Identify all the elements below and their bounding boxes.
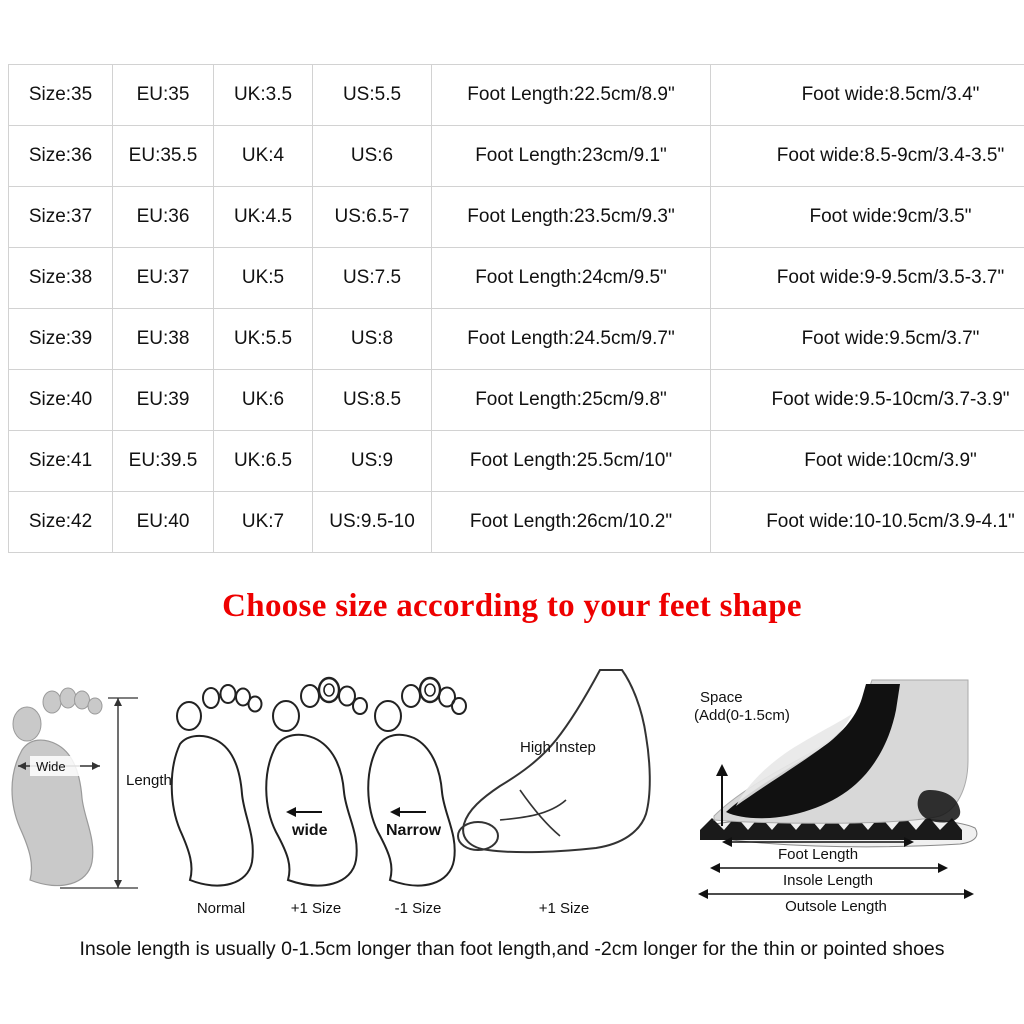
foot-length-label: Foot Length	[777, 846, 859, 863]
cell-eu: EU:39	[113, 370, 214, 431]
cell-foot-length: Foot Length:26cm/10.2"	[432, 492, 711, 553]
cell-foot-length: Foot Length:23cm/9.1"	[432, 126, 711, 187]
page-title: Choose size according to your feet shape	[222, 588, 802, 624]
table-row	[9, 492, 1024, 553]
cell-eu: EU:35	[113, 65, 214, 126]
cell-eu: EU:38	[113, 309, 214, 370]
shape-caption-wide: +1 Size	[290, 900, 342, 917]
cell-foot-length: Foot Length:22.5cm/8.9"	[432, 65, 711, 126]
cell-foot-wide: Foot wide:9-9.5cm/3.5-3.7"	[711, 248, 1024, 309]
shoe-measure-diagram	[694, 680, 977, 915]
table-row	[9, 126, 1024, 187]
high-instep-title: High Instep	[520, 739, 596, 756]
cell-foot-wide: Foot wide:10-10.5cm/3.9-4.1"	[711, 492, 1024, 553]
cell-size: Size:36	[9, 126, 113, 187]
cell-size: Size:38	[9, 248, 113, 309]
cell-uk: UK:5	[214, 248, 313, 309]
table-row	[9, 431, 1024, 492]
cell-size: Size:42	[9, 492, 113, 553]
table-row	[9, 370, 1024, 431]
size-table-container	[8, 64, 1016, 553]
cell-foot-wide: Foot wide:10cm/3.9"	[711, 431, 1024, 492]
cell-uk: UK:6.5	[214, 431, 313, 492]
shape-inner-label-narrow: Narrow	[386, 822, 442, 839]
cell-foot-wide: Foot wide:9.5cm/3.7"	[711, 309, 1024, 370]
cell-uk: UK:4.5	[214, 187, 313, 248]
cell-eu: EU:35.5	[113, 126, 214, 187]
outsole-length-label: Outsole Length	[785, 898, 887, 915]
cell-foot-length: Foot Length:23.5cm/9.3"	[432, 187, 711, 248]
high-instep-caption: +1 Size	[538, 900, 590, 917]
cell-uk: UK:7	[214, 492, 313, 553]
size-table	[8, 64, 1024, 553]
footnote-text: Insole length is usually 0-1.5cm longer than foot length,and -2cm longer for the thin or pointed shoes	[79, 938, 945, 960]
cell-foot-wide: Foot wide:9.5-10cm/3.7-3.9"	[711, 370, 1024, 431]
foot-shape-narrow	[368, 678, 466, 917]
cell-us: US:7.5	[313, 248, 432, 309]
table-row	[9, 248, 1024, 309]
cell-us: US:8.5	[313, 370, 432, 431]
cell-size: Size:35	[9, 65, 113, 126]
shape-caption-normal: Normal	[196, 900, 246, 917]
high-instep-diagram	[458, 670, 650, 917]
measure-foot-diagram	[12, 688, 184, 888]
cell-size: Size:41	[9, 431, 113, 492]
cell-foot-wide: Foot wide:8.5-9cm/3.4-3.5"	[711, 126, 1024, 187]
cell-uk: UK:6	[214, 370, 313, 431]
space-sub-label: (Add(0-1.5cm)	[694, 707, 790, 724]
cell-us: US:5.5	[313, 65, 432, 126]
cell-foot-length: Foot Length:25.5cm/10"	[432, 431, 711, 492]
cell-eu: EU:37	[113, 248, 214, 309]
shape-inner-label-wide: wide	[292, 822, 328, 839]
cell-eu: EU:39.5	[113, 431, 214, 492]
space-label: Space	[700, 689, 743, 706]
wide-label: Wide	[36, 759, 66, 774]
cell-uk: UK:5.5	[214, 309, 313, 370]
cell-us: US:6	[313, 126, 432, 187]
cell-foot-length: Foot Length:24cm/9.5"	[432, 248, 711, 309]
length-label: Length	[126, 772, 172, 789]
shape-caption-narrow: -1 Size	[394, 900, 442, 917]
illustration-band	[0, 640, 1024, 920]
cell-us: US:6.5-7	[313, 187, 432, 248]
insole-length-label: Insole Length	[782, 872, 874, 889]
size-table-body	[9, 65, 1024, 553]
cell-us: US:8	[313, 309, 432, 370]
cell-foot-wide: Foot wide:8.5cm/3.4"	[711, 65, 1024, 126]
table-row	[9, 65, 1024, 126]
foot-shape-wide	[266, 678, 367, 917]
table-row	[9, 309, 1024, 370]
cell-foot-length: Foot Length:25cm/9.8"	[432, 370, 711, 431]
foot-shape-normal	[172, 685, 262, 917]
cell-us: US:9.5-10	[313, 492, 432, 553]
cell-size: Size:37	[9, 187, 113, 248]
cell-size: Size:40	[9, 370, 113, 431]
table-row	[9, 187, 1024, 248]
cell-eu: EU:36	[113, 187, 214, 248]
cell-uk: UK:4	[214, 126, 313, 187]
cell-us: US:9	[313, 431, 432, 492]
cell-size: Size:39	[9, 309, 113, 370]
cell-eu: EU:40	[113, 492, 214, 553]
cell-foot-length: Foot Length:24.5cm/9.7"	[432, 309, 711, 370]
cell-foot-wide: Foot wide:9cm/3.5"	[711, 187, 1024, 248]
cell-uk: UK:3.5	[214, 65, 313, 126]
